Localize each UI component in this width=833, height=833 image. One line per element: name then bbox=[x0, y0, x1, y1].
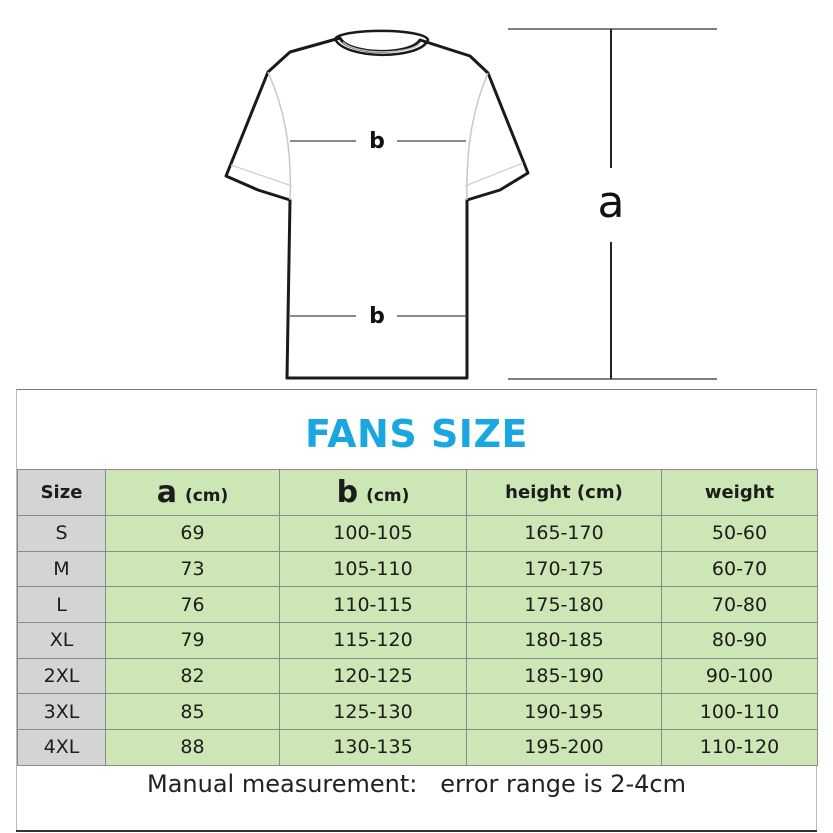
cell-weight: 70-80 bbox=[662, 587, 818, 623]
cell-a: 82 bbox=[106, 658, 280, 694]
cell-height: 195-200 bbox=[467, 730, 662, 766]
table-row bbox=[18, 516, 818, 552]
size-chart-card bbox=[16, 389, 817, 830]
cell-height: 165-170 bbox=[467, 516, 662, 552]
header-b-unit: (cm) bbox=[366, 486, 410, 506]
cell-a: 79 bbox=[106, 623, 280, 659]
chest-label: b bbox=[369, 129, 385, 154]
cell-b: 120-125 bbox=[280, 658, 467, 694]
cell-b: 130-135 bbox=[280, 730, 467, 766]
header-height: height (cm) bbox=[467, 470, 662, 516]
cell-a: 88 bbox=[106, 730, 280, 766]
cell-b: 115-120 bbox=[280, 623, 467, 659]
cell-size: XL bbox=[18, 623, 106, 659]
cell-size: 2XL bbox=[18, 658, 106, 694]
cell-a: 85 bbox=[106, 694, 280, 730]
cell-size: L bbox=[18, 587, 106, 623]
table-row bbox=[18, 551, 818, 587]
cell-size: M bbox=[18, 551, 106, 587]
cell-weight: 80-90 bbox=[662, 623, 818, 659]
measurement-note: Manual measurement: error range is 2-4cm bbox=[147, 770, 686, 798]
cell-size: S bbox=[18, 516, 106, 552]
size-chart-title: FANS SIZE bbox=[305, 412, 528, 456]
cell-weight: 50-60 bbox=[662, 516, 818, 552]
cell-weight: 60-70 bbox=[662, 551, 818, 587]
table-row bbox=[18, 730, 818, 766]
header-b bbox=[280, 470, 467, 516]
table-header-row bbox=[18, 470, 818, 516]
bottom-divider bbox=[16, 830, 817, 832]
cell-height: 175-180 bbox=[467, 587, 662, 623]
cell-weight: 110-120 bbox=[662, 730, 818, 766]
cell-a: 73 bbox=[106, 551, 280, 587]
cell-b: 105-110 bbox=[280, 551, 467, 587]
cell-size: 4XL bbox=[18, 730, 106, 766]
table-row bbox=[18, 623, 818, 659]
hem-label: b bbox=[369, 304, 385, 329]
header-weight: weight bbox=[662, 470, 818, 516]
cell-height: 185-190 bbox=[467, 658, 662, 694]
cell-b: 110-115 bbox=[280, 587, 467, 623]
cell-height: 190-195 bbox=[467, 694, 662, 730]
size-table bbox=[17, 469, 818, 766]
header-size: Size bbox=[18, 470, 106, 516]
cell-weight: 90-100 bbox=[662, 658, 818, 694]
header-a-unit: (cm) bbox=[184, 486, 229, 506]
cell-b: 125-130 bbox=[280, 694, 467, 730]
cell-size: 3XL bbox=[18, 694, 106, 730]
table-row bbox=[18, 658, 818, 694]
cell-a: 76 bbox=[106, 587, 280, 623]
header-a bbox=[106, 470, 280, 516]
length-label: a bbox=[597, 177, 625, 228]
cell-b: 100-105 bbox=[280, 516, 467, 552]
table-row bbox=[18, 694, 818, 730]
table-row bbox=[18, 587, 818, 623]
cell-a: 69 bbox=[106, 516, 280, 552]
tshirt-measurement-diagram bbox=[0, 0, 833, 390]
cell-height: 180-185 bbox=[467, 623, 662, 659]
cell-weight: 100-110 bbox=[662, 694, 818, 730]
header-b-letter: b bbox=[336, 475, 359, 510]
cell-height: 170-175 bbox=[467, 551, 662, 587]
header-a-letter: a bbox=[156, 475, 177, 510]
